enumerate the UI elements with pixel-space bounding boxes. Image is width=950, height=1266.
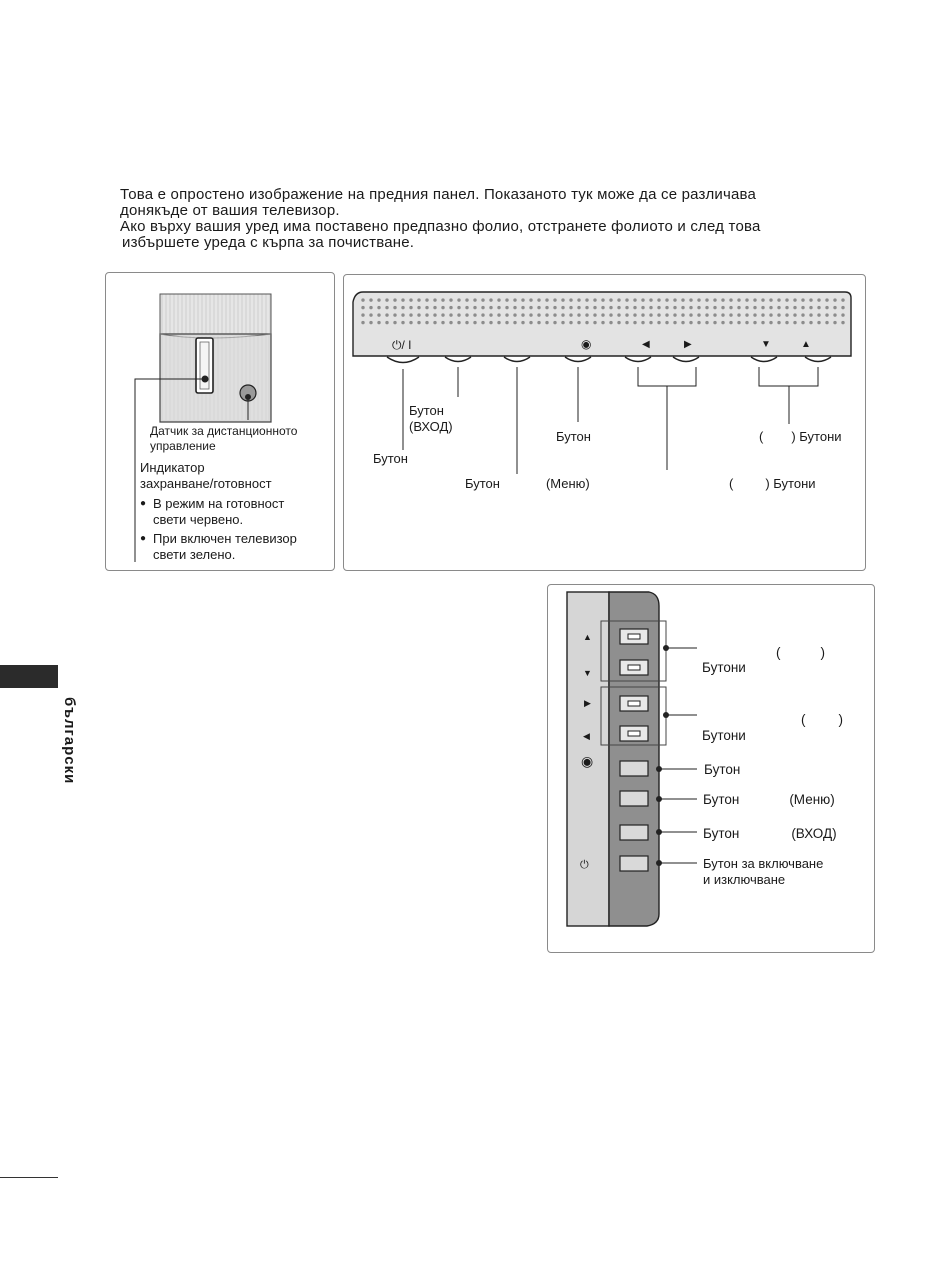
intro-line-3: Ако върху вашия уред има поставено предпазно фолио, отстранете фолиото и след това — [120, 218, 761, 235]
front-leftright-label: ( ) Бутони — [729, 476, 816, 491]
left-arrow-icon: ◀ — [642, 339, 650, 350]
front-ok-label: Бутон — [556, 429, 591, 444]
side-power-label: Бутон за включване и изключване — [703, 856, 824, 887]
intro-line-1: Това е опростено изображение на предния панел. Показаното тук може да се различава — [120, 186, 757, 203]
side-up-icon: ▲ — [583, 632, 592, 642]
side-menu-label: Бутон (Меню) — [703, 792, 835, 807]
language-tab-marker — [0, 665, 58, 688]
side-updown-paren: ( ) — [776, 645, 825, 660]
front-menu-label: Бутон (Меню) — [465, 476, 590, 491]
standby-state-item: ● В режим на готовност свети червено. — [140, 496, 297, 528]
ok-glyph-icon: ◉ — [581, 337, 592, 351]
intro-line-4: избършете уреда с кърпа за почистване. — [122, 234, 415, 251]
intro-line-2: донякъде от вашия телевизор. — [120, 202, 340, 219]
front-power-label: Бутон — [373, 451, 408, 466]
side-left-icon: ◀ — [583, 731, 590, 741]
up-arrow-icon: ▲ — [801, 339, 811, 350]
side-right-icon: ▶ — [584, 698, 591, 708]
front-input-label: Бутон (ВХОД) — [409, 403, 453, 434]
on-state-item: ● При включен телевизор свети зелено. — [140, 531, 297, 563]
power-glyph-icon: ⏻/ I — [392, 338, 412, 352]
indicator-label: Индикатор захранване/готовност — [140, 460, 272, 491]
front-updown-label: ( ) Бутони — [759, 429, 842, 444]
side-ok-icon: ◉ — [581, 753, 594, 769]
indicator-states-list — [140, 496, 297, 563]
bottom-rule — [0, 1177, 58, 1178]
side-updown-label: Бутони — [702, 660, 746, 675]
language-tab-label: български — [61, 697, 78, 785]
side-input-label: Бутон (ВХОД) — [703, 826, 837, 841]
right-arrow-icon: ▶ — [684, 339, 692, 350]
side-power-icon: ⏻ — [580, 859, 589, 871]
down-arrow-icon: ▼ — [761, 339, 771, 350]
side-ok-label: Бутон — [704, 762, 741, 777]
side-leftright-paren: ( ) — [801, 712, 843, 727]
intro-text — [120, 187, 880, 251]
sensor-label: Датчик за дистанционното управление — [150, 424, 298, 453]
side-down-icon: ▼ — [583, 668, 592, 678]
side-leftright-label: Бутони — [702, 728, 746, 743]
